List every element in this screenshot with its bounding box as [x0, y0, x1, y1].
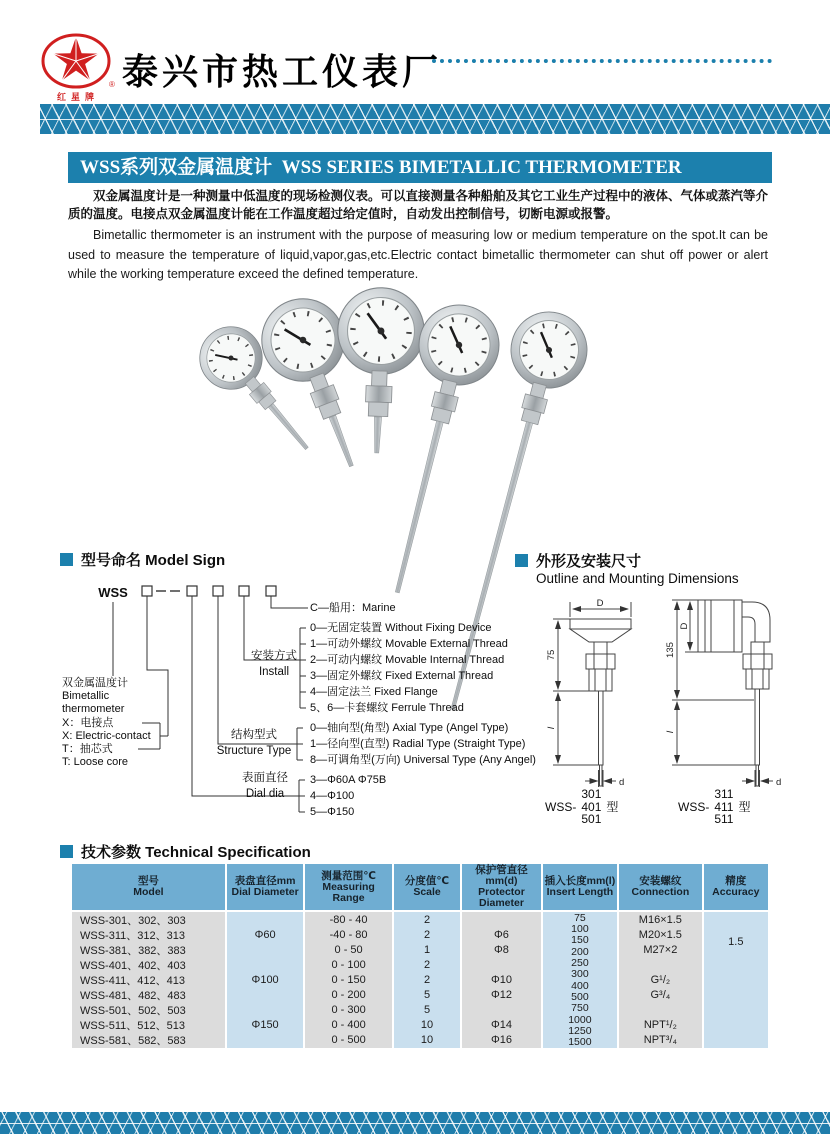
outline-heading-zh: 外形及安装尺寸 [515, 550, 641, 571]
svg-text:75: 75 [546, 649, 557, 661]
spec-header-line: 精度 [725, 875, 747, 887]
model-cell: WSS-411、412、413 [80, 974, 185, 987]
svg-text:l: l [546, 726, 557, 730]
range-cell: 0 - 50 [334, 943, 363, 956]
connection-cell: G³/₄ [650, 989, 671, 1002]
model-sign-option: 8—可调角型(万向) Universal Type (Any Angel) [310, 754, 536, 766]
svg-text:135: 135 [665, 642, 676, 658]
model-sign-left-label: X: Electric-contact [62, 729, 151, 742]
spec-column-scale [394, 864, 460, 1048]
spec-column-header [227, 864, 303, 910]
spec-header-line: 型号 [137, 875, 159, 887]
model-sign-left-label: X：电接点 [62, 716, 114, 729]
spec-column-body [305, 912, 392, 1048]
caption-model-number: 301 [581, 787, 602, 801]
company-name: 泰兴市热工仪表厂 [122, 51, 443, 92]
svg-text:D: D [596, 598, 604, 609]
range-cell: 0 - 300 [331, 1004, 366, 1017]
spec-column-header [619, 864, 701, 910]
spec-column-body [227, 912, 303, 1048]
decorative-lattice-band-bottom [0, 1112, 830, 1134]
scale-cell: 10 [420, 1034, 434, 1047]
spec-heading: 技术参数 Technical Specification [60, 841, 311, 862]
model-sign-left-label: 双金属温度计 [62, 677, 128, 689]
spec-header-line: 测量范围℃ [321, 869, 376, 882]
insert-length-cell: 250 [571, 956, 589, 969]
dimension-labels [546, 598, 781, 788]
intro-paragraph-en: Bimetallic thermometer is an instrument with the purpose of measuring low or medium temperature on the spot.It can be used to measure the temperature of liquid,vapor,gas,etc.Electric contact bimetallic thermometer can shut off power or alert while the working temperature exceed the defined temperature. [68, 228, 768, 281]
dial-diameter-cell: Φ150 [251, 1019, 279, 1032]
spec-header-line: Protector [478, 886, 525, 898]
range-cell: -80 - 40 [329, 913, 368, 926]
outline-drawings [515, 590, 830, 790]
outline-drawing-axial [553, 602, 631, 787]
connection-cell [619, 957, 701, 972]
model-sign-option: 3—Φ60A Φ75B [310, 774, 387, 786]
spec-column-header [394, 864, 460, 910]
series-title-bar [68, 152, 772, 183]
spec-header-line: Insert Length [546, 886, 614, 898]
insert-length-cell: 400 [571, 979, 589, 992]
spec-column-body [543, 912, 617, 1048]
spec-column-insert [543, 864, 617, 1048]
model-sign-left-label: thermometer [62, 703, 125, 716]
scale-cell: 2 [423, 958, 431, 971]
model-sign-option: C—船用：Marine [310, 602, 396, 614]
spec-header-line: Measuring [322, 880, 375, 893]
scale-cell: 10 [420, 1019, 434, 1032]
spec-header-line: 表盘直径mm [234, 875, 296, 887]
spec-header-line: Accuracy [712, 886, 760, 898]
model-sign-option: 0—轴向型(角型) Axial Type (Angel Type) [310, 722, 509, 734]
accuracy-cell: 1.5 [728, 936, 744, 948]
spec-column-body [619, 912, 701, 1048]
section-bullet-icon [515, 554, 528, 567]
model-prefix: WSS [98, 585, 128, 600]
install-group-label: 安装方式 Install [251, 650, 297, 678]
spec-table [72, 864, 768, 1048]
insert-length-cell: 500 [571, 990, 589, 1003]
brand-mark: 红星牌 [56, 92, 99, 102]
protector-cell [462, 1003, 540, 1018]
drawing-caption-angle: WSS- 311 411 511 型 [678, 787, 751, 826]
insert-length-cell: 750 [571, 1002, 589, 1015]
scale-cell: 2 [423, 973, 431, 986]
spec-header-line: Range [332, 891, 365, 904]
model-sign-option: 4—固定法兰 Fixed Flange [310, 686, 438, 698]
section-bullet-icon [60, 553, 73, 566]
spec-header-line: 插入长度mm(l) [544, 875, 616, 887]
model-cell: WSS-511、512、513 [80, 1020, 185, 1033]
svg-text:l: l [665, 730, 676, 734]
model-sign-option: 4—Φ100 [310, 790, 355, 802]
caption-model-number: 501 [581, 812, 602, 826]
spec-column-header [72, 864, 225, 910]
model-sign-left-labels [62, 677, 151, 769]
spec-header-line: Connection [631, 886, 690, 898]
insert-length-cell: 150 [571, 934, 589, 947]
spec-column-protector [462, 864, 540, 1048]
model-sign-left-label: T：抽芯式 [62, 743, 113, 756]
model-cell: WSS-301、302、303 [80, 914, 186, 927]
insert-length-cell: 200 [571, 945, 589, 958]
decorative-lattice-band-top [40, 104, 830, 134]
spec-column-body [394, 912, 460, 1048]
insert-length-cell: 100 [571, 923, 589, 935]
dotted-leader [432, 59, 772, 63]
model-sign-option: 1—径向型(直型) Radial Type (Straight Type) [310, 738, 526, 750]
series-title-zh: WSS系列双金属温度计 [80, 157, 273, 178]
insert-length-cell: 300 [571, 968, 589, 981]
protector-cell: Φ10 [490, 973, 512, 986]
spec-header-line: 保护管直径 [475, 864, 528, 876]
protector-cell: Φ8 [494, 943, 509, 956]
connection-cell: M20×1.5 [638, 928, 682, 941]
model-sign-option: 2—可动内螺纹 Movable Internal Thread [310, 654, 505, 666]
model-cell: WSS-581、582、583 [80, 1035, 186, 1048]
spec-header-line: 分度值℃ [404, 875, 450, 887]
range-cell: 0 - 500 [331, 1034, 366, 1047]
spec-column-header [543, 864, 617, 910]
model-cell: WSS-401、402、403 [80, 959, 186, 972]
model-cell: WSS-311、312、313 [80, 929, 185, 942]
scale-cell: 5 [423, 989, 431, 1002]
model-sign-heading: 型号命名 Model Sign [60, 549, 225, 570]
spec-column-header [305, 864, 392, 910]
connection-cell: M16×1.5 [638, 913, 682, 926]
protector-cell: Φ6 [494, 928, 509, 941]
insert-length-cell: 1000 [568, 1013, 592, 1026]
model-sign-option: 3—固定外螺纹 Fixed External Thread [310, 670, 494, 682]
spec-column-body [462, 912, 540, 1048]
model-sign-left-label: T: Loose core [62, 756, 129, 769]
spec-column-dial [227, 864, 303, 1048]
model-cell: WSS-501、502、503 [80, 1005, 186, 1018]
scale-cell: 5 [423, 1004, 431, 1017]
outline-heading-en: Outline and Mounting Dimensions [536, 571, 739, 586]
spec-header-line: Model [133, 886, 164, 898]
model-sign-option: 0—无固定装置 Without Fixing Device [310, 622, 492, 634]
insert-length-cell: 1250 [568, 1024, 592, 1037]
spec-header-line: Dial Diameter [231, 886, 299, 898]
connection-cell: NPT¹/₂ [643, 1019, 677, 1032]
registered-mark: ® [109, 80, 115, 89]
caption-model-number: 311 [714, 787, 734, 801]
range-cell: 0 - 400 [331, 1019, 366, 1032]
spec-column-accuracy [704, 864, 768, 1048]
protector-cell: Φ14 [490, 1019, 512, 1032]
spec-column-model [72, 864, 225, 1048]
model-sign-option: 1—可动外螺纹 Movable External Thread [310, 638, 508, 650]
spec-header-line: Scale [413, 886, 441, 898]
svg-text:d: d [776, 777, 782, 788]
connection-cell: NPT³/₄ [643, 1034, 677, 1047]
dial-diameter-cell: Φ100 [251, 973, 279, 986]
red-star-logo-icon [40, 33, 118, 93]
svg-text:d: d [619, 777, 625, 788]
intro-paragraph-zh: 双金属温度计是一种测量中低温度的现场检测仪表。可以直接测量各种船舶及其它工业生产过程中的液体、气体或蒸汽等介质的温度。电接点双金属温度计能在工作温度超过给定值时，自动发出控制信号，切断电源或报警。 [68, 189, 769, 221]
spec-header-line: mm(d) [485, 875, 518, 887]
range-cell: 0 - 150 [331, 973, 366, 986]
series-title-en: WSS SERIES BIMETALLIC THERMOMETER [281, 157, 682, 178]
range-cell: 0 - 200 [331, 989, 366, 1002]
connection-cell [619, 1003, 701, 1018]
connection-cell: M27×2 [643, 943, 678, 956]
dial-dia-group-label: 表面直径 Dial dia [242, 772, 288, 800]
model-sign-option: 5—Φ150 [310, 806, 355, 818]
svg-text:D: D [679, 622, 690, 630]
scale-cell: 1 [423, 943, 431, 956]
structure-group-label: 结构型式 Structure Type [216, 729, 292, 757]
dial-diameter-cell: Φ60 [254, 928, 276, 941]
caption-model-number: 511 [714, 812, 734, 826]
spec-column-body [704, 912, 768, 1048]
protector-cell: Φ16 [490, 1034, 512, 1047]
model-cell: WSS-381、382、383 [80, 944, 186, 957]
model-cell: WSS-481、482、483 [80, 990, 186, 1003]
spec-header-line: Diameter [478, 897, 524, 909]
model-sign-option: 5、6—卡套螺纹 Ferrule Thread [310, 702, 464, 714]
caption-model-number: 401 [581, 799, 602, 814]
protector-cell [462, 912, 540, 927]
model-sign-left-label: Bimetallic [62, 690, 110, 703]
scale-cell: 2 [423, 913, 431, 926]
caption-model-number: 411 [714, 799, 734, 814]
spec-header-line: 安装螺纹 [639, 875, 682, 887]
spec-column-header [462, 864, 540, 910]
insert-length-cell: 1500 [568, 1036, 592, 1049]
range-cell: 0 - 100 [331, 958, 366, 971]
spec-column-connection [619, 864, 701, 1048]
spec-column-header [704, 864, 768, 910]
insert-length-cell: 75 [574, 911, 586, 924]
thermometer-gauge-3 [334, 286, 426, 454]
scale-cell: 2 [423, 928, 431, 941]
drawing-caption-axial: WSS- 301 401 501 型 [545, 787, 619, 826]
protector-cell [462, 957, 540, 972]
connection-cell: G¹/₂ [650, 973, 671, 986]
section-bullet-icon [60, 845, 73, 858]
spec-column-body [72, 912, 225, 1048]
spec-column-range [305, 864, 392, 1048]
range-cell: -40 - 80 [329, 928, 368, 941]
protector-cell: Φ12 [490, 989, 512, 1002]
